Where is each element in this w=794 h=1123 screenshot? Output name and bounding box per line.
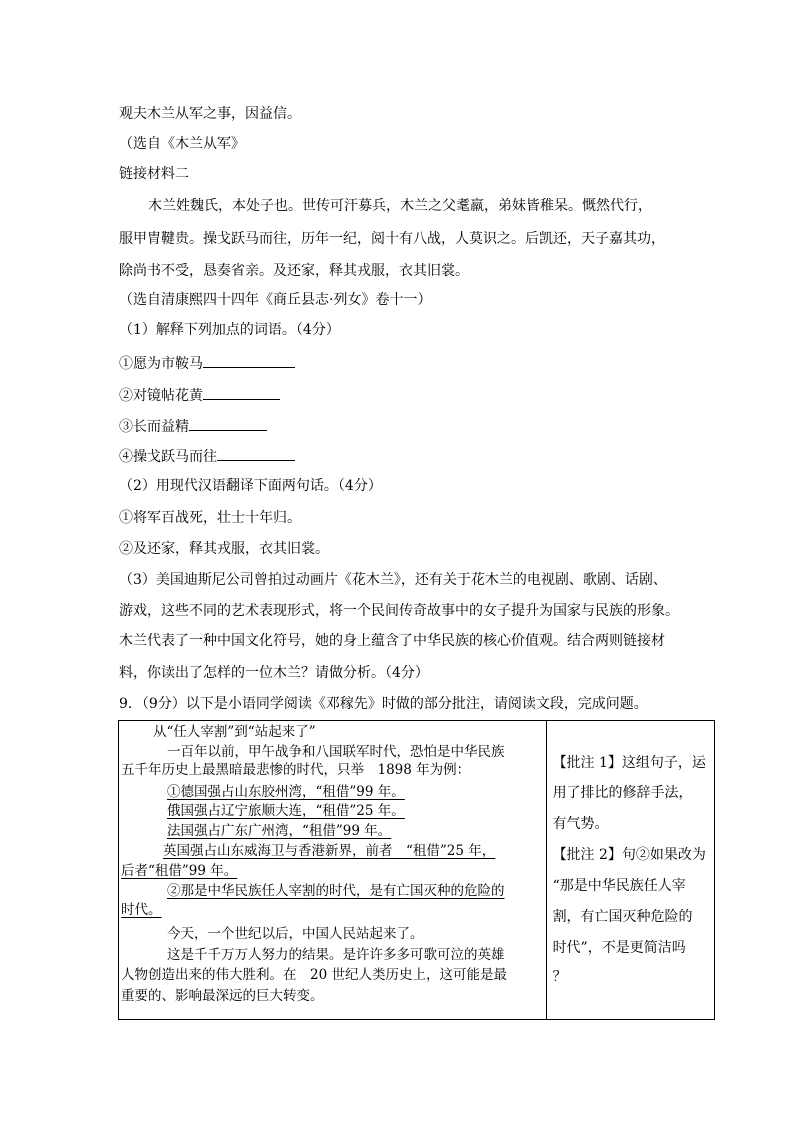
material-2-heading: 链接材料二 (119, 166, 189, 182)
annotation-2: 时代”，不是更简洁吗 (552, 940, 686, 956)
blank-item: ④操戈跃马而往 (119, 446, 295, 467)
annotation-table (118, 720, 715, 1020)
answer-blank[interactable] (203, 385, 280, 400)
question-3: 料，你读出了怎样的一位木兰？请做分析。（4分） (119, 665, 429, 681)
passage-line: 五千年历史上最黑暗最悲惨的时代，只举 1898 年为例： (121, 762, 471, 778)
answer-blank[interactable] (203, 353, 295, 368)
annotation-2: ？ (552, 969, 567, 985)
translate-item: ①将军百战死，壮士十年归。 (119, 510, 301, 526)
source-note-2: （选自清康熙四十四年《商丘县志·列女》卷十一） (119, 292, 432, 308)
parallel-sentence: ①德国强占山东胶州湾，“租借”99 年。 (167, 784, 405, 800)
lead-line: 观夫木兰从军之事，因益信。 (119, 106, 301, 122)
passage-line: 一百年以前，甲午战争和八国联军时代，恐怕是中华民族 (167, 744, 505, 760)
annotation-1: 【批注 1】这组句子，运 (552, 755, 706, 771)
question-3: 木兰代表了一种中国文化符号，她的身上蕴含了中华民族的核心价值观。结合两则链接材 (119, 633, 665, 649)
blank-item: ③长而益精 (119, 416, 267, 437)
answer-blank[interactable] (189, 416, 267, 431)
parallel-sentence: 后者“租借”99 年。 (121, 863, 238, 879)
parallel-sentence: 法国强占广东广州湾，“租借”99 年。 (167, 823, 392, 839)
question-9: 9．（9分）以下是小语同学阅读《邓稼先》时做的部分批注，请阅读文段，完成问题。 (119, 696, 648, 712)
answer-blank[interactable] (217, 446, 295, 461)
question-2: （2）用现代汉语翻译下面两句话。（4分） (119, 478, 382, 494)
annotation-2: “那是中华民族任人宰 (552, 878, 686, 894)
question-1: （1）解释下列加点的词语。（4分） (119, 322, 340, 338)
annotation-2: 【批注 2】句②如果改为 (552, 847, 706, 863)
parallel-sentence: 俄国强占辽宁旅顺大连，“租借”25 年。 (167, 803, 405, 819)
annotation-cell (546, 721, 714, 1020)
material-2-text: 木兰姓魏氏，本处子也。世传可汗募兵，木兰之父耄羸，弟妹皆稚呆。慨然代行， (148, 198, 652, 214)
passage-cell (119, 721, 547, 1020)
passage-line: 这是千千万万人努力的结果。是许许多多可歌可泣的英雄 (167, 947, 505, 963)
material-2-text: 除尚书不受，恳奏省亲。及还家，释其戎服，衣其旧裳。 (119, 263, 469, 279)
blank-item: ②对镜帖花黄 (119, 385, 280, 406)
passage-line: 重要的、影响最深远的巨大转变。 (121, 988, 324, 1004)
passage-line: 人物创造出来的伟大胜利。在 20 世纪人类历史上，这可能是最 (121, 967, 507, 983)
passage-line: 今天，一个世纪以后，中国人民站起来了。 (167, 926, 424, 942)
blank-item: ①愿为市鞍马 (119, 353, 295, 374)
question-3: 游戏，这些不同的艺术表现形式，将一个民间传奇故事中的女子提升为国家与民族的形象。 (119, 603, 679, 619)
sentence-2: ②那是中华民族任人宰割的时代，是有亡国灭种的危险的 (167, 883, 505, 899)
material-2-text: 服甲胄鞬贵。操戈跃马而往，历年一纪，阅十有八战，人莫识之。后凯还，天子嘉其功， (119, 231, 665, 247)
sentence-2: 时代。 (121, 902, 162, 918)
passage-title: 从“任人宰割”到“站起来了” (153, 724, 316, 740)
translate-item: ②及还家，释其戎服，衣其旧裳。 (119, 541, 329, 557)
parallel-sentence: 英国强占山东威海卫与香港新界，前者 “租借”25 年， (163, 843, 496, 859)
annotation-1: 用了排比的修辞手法， (552, 785, 693, 801)
annotation-2: 割，有亡国灭种危险的 (552, 909, 693, 925)
question-3: （3）美国迪斯尼公司曾拍过动画片《花木兰》，还有关于花木兰的电视剧、歌剧、话剧、 (119, 572, 667, 588)
source-note-1: （选自《木兰从军》 (119, 136, 245, 152)
annotation-1: 有气势。 (552, 816, 609, 832)
